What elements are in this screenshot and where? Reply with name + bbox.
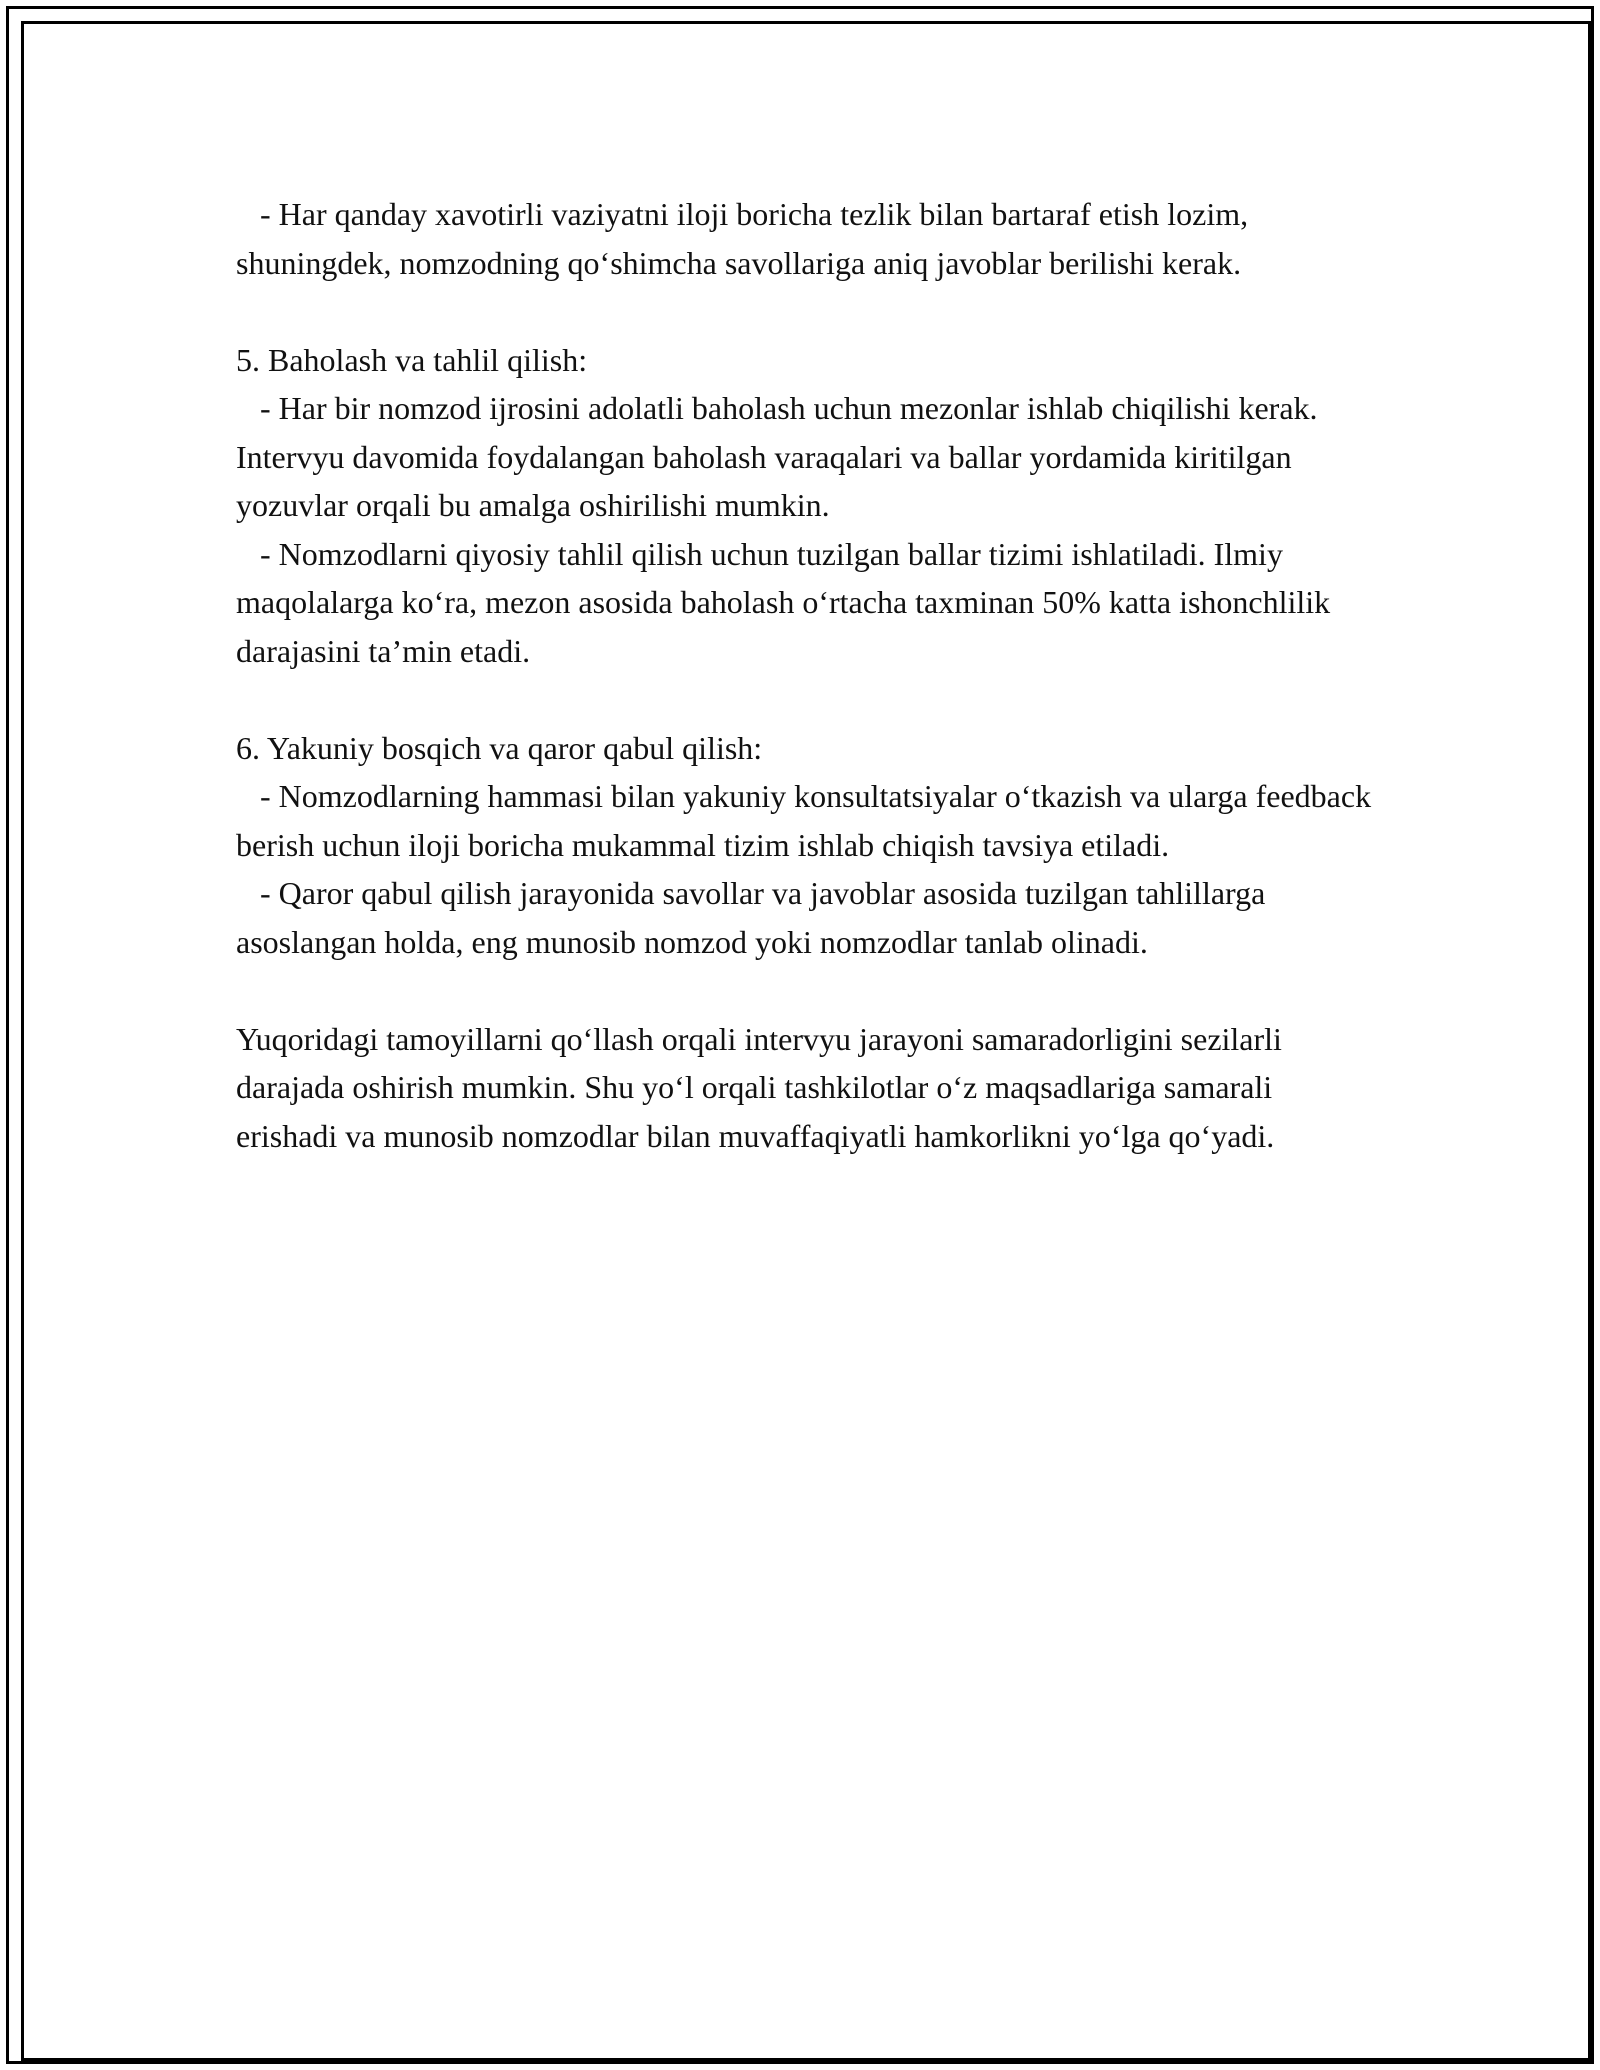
conclusion-paragraph: Yuqoridagi tamoyillarni qo‘llash orqali intervyu jarayoni samaradorligini sezilarli darajada oshirish mumkin. Shu yo‘l orqali tashkilotlar o‘z maqsadlariga samarali erishadi va munosib nomzodlar bilan muvaffaqiyatli hamkorlikni yo‘lga qo‘yadi. xyxy=(236,1020,1290,1154)
section-5-bullet-2: - Nomzodlarni qiyosiy tahlil qilish uchun tuzilgan ballar tizimi ishlatiladi. Ilmiy maqolalarga ko‘ra, mezon asosida baholash o‘rtacha taxminan 50% katta ishonchlilik darajasini ta’min etadi. xyxy=(236,535,1339,669)
section-6-heading: 6. Yakuniy bosqich va qaror qabul qilish: xyxy=(236,729,763,766)
paragraph-gap xyxy=(236,966,1376,1015)
section-5-bullet-1: - Har bir nomzod ijrosini adolatli baholash uchun mezonlar ishlab chiqilishi kerak. Intervyu davomida foydalangan baholash varaqalari va ballar yordamida kiritilgan yozuvlar orqali bu amalga oshirilishi mumkin. xyxy=(236,390,1326,523)
section-6-bullet-2: - Qaror qabul qilish jarayonida savollar va javoblar asosida tuzilgan tahlillarga asoslangan holda, eng munosib nomzod yoki nomzodlar tanlab olinadi. xyxy=(236,875,1274,960)
section-5-heading: 5. Baholash va tahlil qilish: xyxy=(236,341,588,378)
paragraph-gap xyxy=(236,287,1376,336)
paragraph-gap xyxy=(236,675,1376,724)
section-4-bullet: - Har qanday xavotirli vaziyatni iloji boricha tezlik bilan bartaraf etish lozim, shuningdek, nomzodning qo‘shimcha savollariga aniq javoblar berilishi kerak. xyxy=(236,196,1257,281)
document-body xyxy=(236,190,1380,1160)
section-6-bullet-1: - Nomzodlarning hammasi bilan yakuniy konsultatsiyalar o‘tkazish va ularga feedback berish uchun iloji boricha mukammal tizim ishlab chiqish tavsiya etiladi. xyxy=(236,778,1380,863)
